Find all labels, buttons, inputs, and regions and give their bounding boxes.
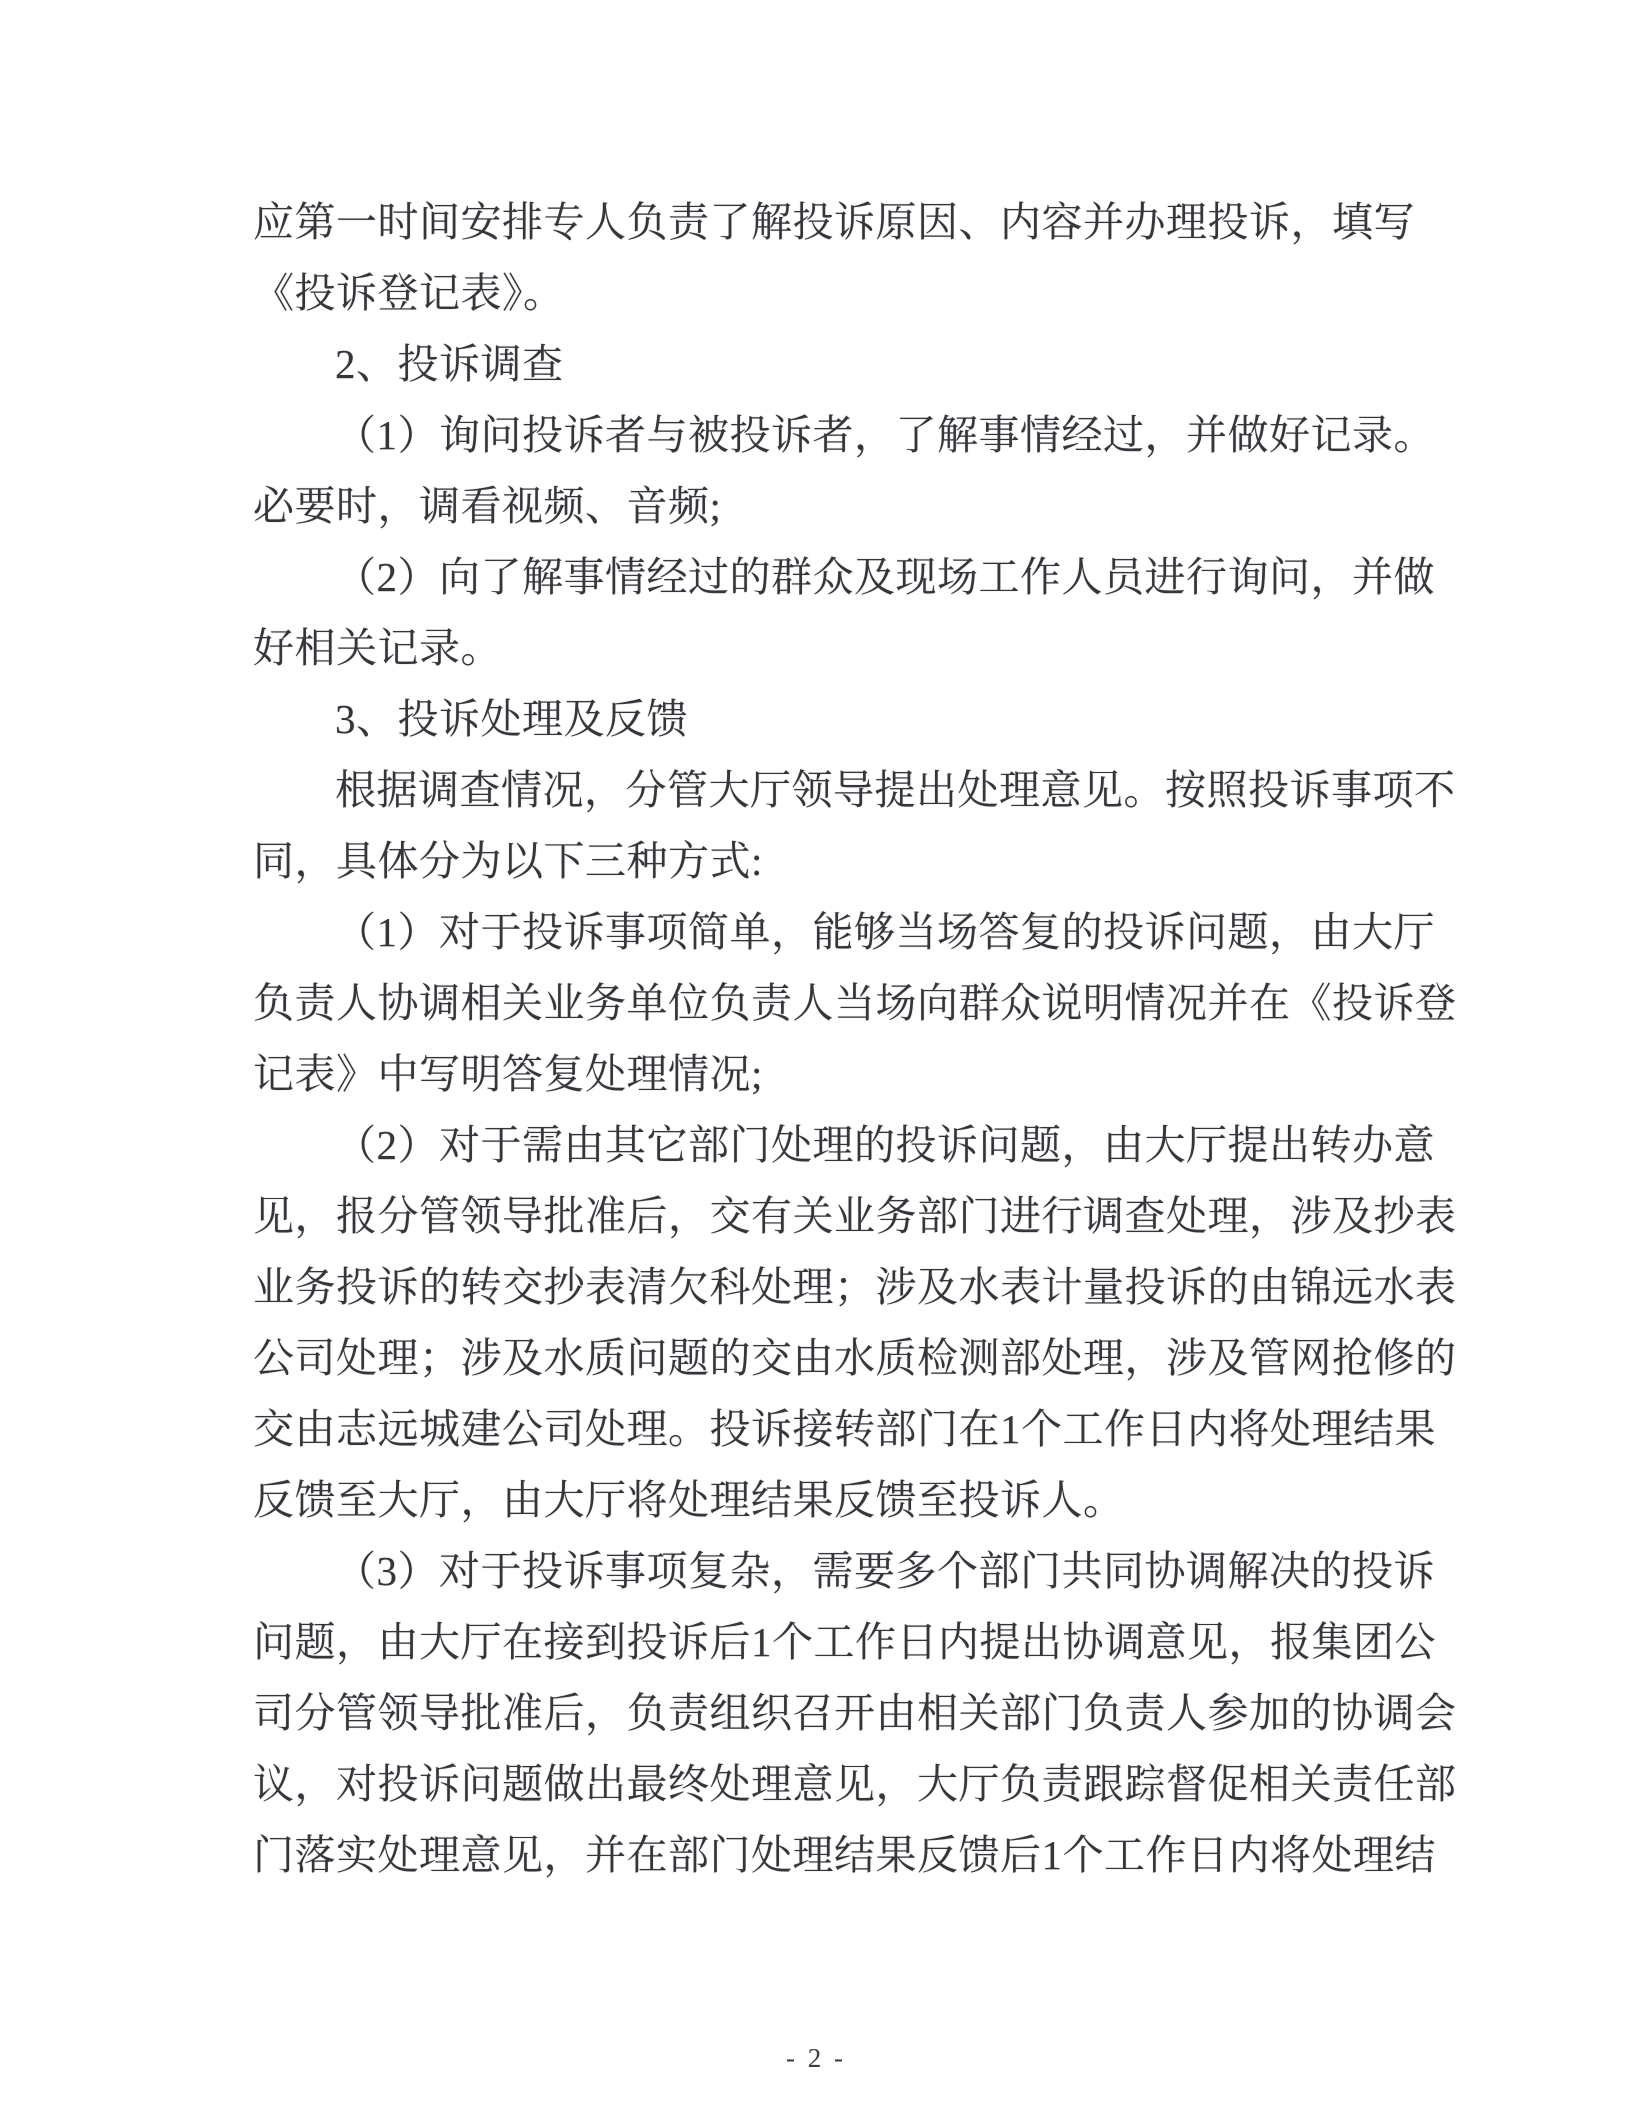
paragraph (253, 542, 1435, 684)
text-line: 2、投诉调查 (335, 341, 564, 387)
text-line: 门落实处理意见，并在部门处理结果反馈后1个工作日内将处理结 (253, 1832, 1436, 1878)
text-line: （1）询问投诉者与被投诉者，了解事情经过，并做好记录。 (335, 412, 1435, 458)
text-line: 问题，由大厅在接到投诉后1个工作日内提出协调意见，报集团公 (253, 1619, 1436, 1665)
page-number: - 2 - (786, 2043, 846, 2073)
text-line: 司分管领导批准后，负责组织召开由相关部门负责人参加的协调会 (253, 1690, 1457, 1736)
text-line: 3、投诉处理及反馈 (335, 696, 688, 742)
text-line: 交由志远城建公司处理。投诉接转部门在1个工作日内将处理结果 (253, 1406, 1436, 1452)
document-body (253, 187, 1457, 1891)
text-line: 记表》中写明答复处理情况; (253, 1051, 763, 1097)
text-line: 应第一时间安排专人负责了解投诉原因、内容并办理投诉，填写 (253, 199, 1415, 245)
page-footer (0, 2038, 1632, 2078)
text-line: （2）向了解事情经过的群众及现场工作人员进行询问，并做 (335, 554, 1435, 600)
paragraph (253, 187, 1418, 329)
text-line: 业务投诉的转交抄表清欠科处理；涉及水表计量投诉的由锦远水表 (253, 1264, 1457, 1310)
text-line: （1）对于投诉事项简单，能够当场答复的投诉问题，由大厅 (335, 909, 1435, 955)
paragraph (253, 684, 1418, 755)
paragraph (253, 329, 1418, 400)
text-line: 公司处理；涉及水质问题的交由水质检测部处理，涉及管网抢修的 (253, 1335, 1457, 1381)
text-line: 见，报分管领导批准后，交有关业务部门进行调查处理，涉及抄表 (253, 1193, 1457, 1239)
paragraph (253, 897, 1457, 1110)
text-line: 议，对投诉问题做出最终处理意见，大厅负责跟踪督促相关责任部 (253, 1761, 1457, 1807)
text-line: 根据调查情况，分管大厅领导提出处理意见。按照投诉事项不 (335, 767, 1456, 813)
paragraph (253, 400, 1435, 542)
paragraph (253, 1110, 1457, 1536)
text-line: （2）对于需由其它部门处理的投诉问题，由大厅提出转办意 (335, 1122, 1435, 1168)
paragraph (253, 755, 1456, 897)
text-line: 同，具体分为以下三种方式: (253, 838, 763, 884)
text-line: 好相关记录。 (253, 625, 502, 671)
text-line: 必要时，调看视频、音频; (253, 483, 722, 529)
text-line: 《投诉登记表》。 (253, 270, 565, 316)
text-line: 负责人协调相关业务单位负责人当场向群众说明情况并在《投诉登 (253, 980, 1457, 1026)
text-line: 反馈至大厅，由大厅将处理结果反馈至投诉人。 (253, 1477, 1125, 1523)
paragraph (253, 1536, 1457, 1891)
text-line: （3）对于投诉事项复杂，需要多个部门共同协调解决的投诉 (335, 1548, 1435, 1594)
